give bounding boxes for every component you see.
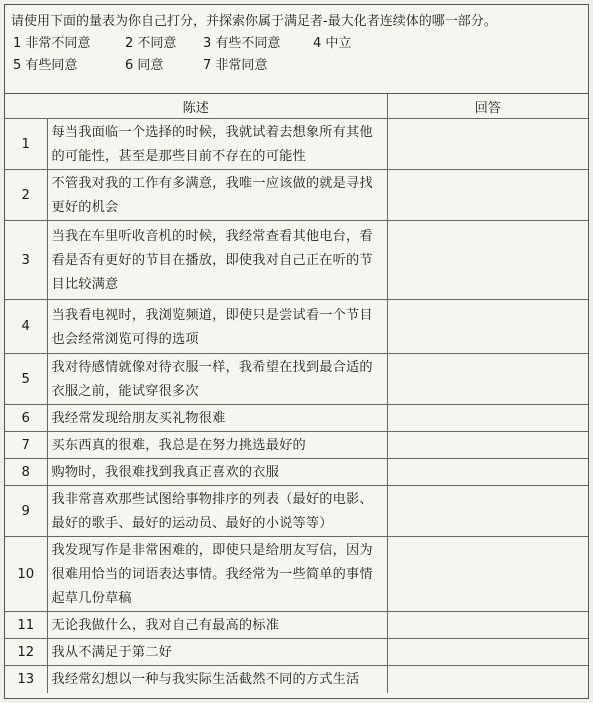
answer-cell[interactable] bbox=[387, 119, 588, 170]
answer-cell[interactable] bbox=[387, 639, 588, 666]
statement-cell: 当我在车里听收音机的时候，我经常查看其他电台，看看是否有更好的节目在播放，即使我对自己正在听的节目比较满意 bbox=[47, 221, 387, 300]
statement-cell: 我从不满足于第二好 bbox=[47, 639, 387, 666]
row-number: 3 bbox=[5, 221, 47, 300]
answer-cell[interactable] bbox=[387, 405, 588, 432]
scale-option: 7 非常同意 bbox=[203, 58, 268, 73]
scale-option: 5 有些同意 bbox=[13, 58, 78, 73]
answer-cell[interactable] bbox=[387, 432, 588, 459]
scale-row-2 bbox=[11, 55, 588, 77]
table-row bbox=[5, 639, 588, 666]
statement-cell: 我非常喜欢那些试图给事物排序的列表（最好的电影、最好的歌手、最好的运动员、最好的小说等等） bbox=[47, 486, 387, 537]
instructions-block bbox=[5, 5, 588, 94]
scale-option: 2 不同意 bbox=[125, 36, 177, 51]
answer-cell[interactable] bbox=[387, 354, 588, 405]
statement-cell: 我对待感情就像对待衣服一样，我希望在找到最合适的衣服之前，能试穿很多次 bbox=[47, 354, 387, 405]
answer-cell[interactable] bbox=[387, 221, 588, 300]
row-number: 10 bbox=[5, 537, 47, 612]
statement-cell: 购物时，我很难找到我真正喜欢的衣服 bbox=[47, 459, 387, 486]
statement-cell: 无论我做什么，我对自己有最高的标准 bbox=[47, 612, 387, 639]
row-number: 5 bbox=[5, 354, 47, 405]
row-number: 8 bbox=[5, 459, 47, 486]
table-row bbox=[5, 612, 588, 639]
answer-cell[interactable] bbox=[387, 486, 588, 537]
table-row bbox=[5, 432, 588, 459]
scale-option: 1 非常不同意 bbox=[13, 36, 91, 51]
table-row bbox=[5, 486, 588, 537]
statement-cell: 买东西真的很难，我总是在努力挑选最好的 bbox=[47, 432, 387, 459]
scale-row-1 bbox=[11, 33, 588, 55]
statement-cell: 当我看电视时，我浏览频道，即使只是尝试看一个节目也会经常浏览可得的选项 bbox=[47, 300, 387, 354]
row-number: 12 bbox=[5, 639, 47, 666]
row-number: 1 bbox=[5, 119, 47, 170]
table-row bbox=[5, 300, 588, 354]
statement-cell: 不管我对我的工作有多满意，我唯一应该做的就是寻找更好的机会 bbox=[47, 170, 387, 221]
row-number: 4 bbox=[5, 300, 47, 354]
questionnaire-table bbox=[5, 94, 588, 693]
row-number: 7 bbox=[5, 432, 47, 459]
answer-cell[interactable] bbox=[387, 459, 588, 486]
answer-cell[interactable] bbox=[387, 300, 588, 354]
table-row bbox=[5, 537, 588, 612]
table-row bbox=[5, 405, 588, 432]
scale-option: 4 中立 bbox=[313, 36, 352, 51]
row-number: 11 bbox=[5, 612, 47, 639]
scale-option: 6 同意 bbox=[125, 58, 164, 73]
answer-cell[interactable] bbox=[387, 666, 588, 693]
table-row bbox=[5, 221, 588, 300]
instructions-text: 请使用下面的量表为你自己打分，并探索你属于满足者-最大化者连续体的哪一部分。 bbox=[11, 14, 497, 29]
scale-option: 3 有些不同意 bbox=[203, 36, 281, 51]
answer-cell[interactable] bbox=[387, 537, 588, 612]
answer-cell[interactable] bbox=[387, 170, 588, 221]
table-row bbox=[5, 119, 588, 170]
statement-header: 陈述 bbox=[5, 94, 387, 119]
statement-cell: 我发现写作是非常困难的，即使只是给朋友写信，因为很难用恰当的词语表达事情。我经常为一些简单的事情起草几份草稿 bbox=[47, 537, 387, 612]
table-row bbox=[5, 354, 588, 405]
row-number: 6 bbox=[5, 405, 47, 432]
statement-cell: 我经常幻想以一种与我实际生活截然不同的方式生活 bbox=[47, 666, 387, 693]
row-number: 13 bbox=[5, 666, 47, 693]
answer-cell[interactable] bbox=[387, 612, 588, 639]
table-row bbox=[5, 170, 588, 221]
table-row bbox=[5, 459, 588, 486]
row-number: 2 bbox=[5, 170, 47, 221]
table-header-row bbox=[5, 94, 588, 119]
row-number: 9 bbox=[5, 486, 47, 537]
answer-header: 回答 bbox=[387, 94, 588, 119]
statement-cell: 我经常发现给朋友买礼物很难 bbox=[47, 405, 387, 432]
questionnaire-sheet bbox=[4, 4, 589, 699]
statement-cell: 每当我面临一个选择的时候，我就试着去想象所有其他的可能性，甚至是那些目前不存在的可能性 bbox=[47, 119, 387, 170]
table-row bbox=[5, 666, 588, 693]
